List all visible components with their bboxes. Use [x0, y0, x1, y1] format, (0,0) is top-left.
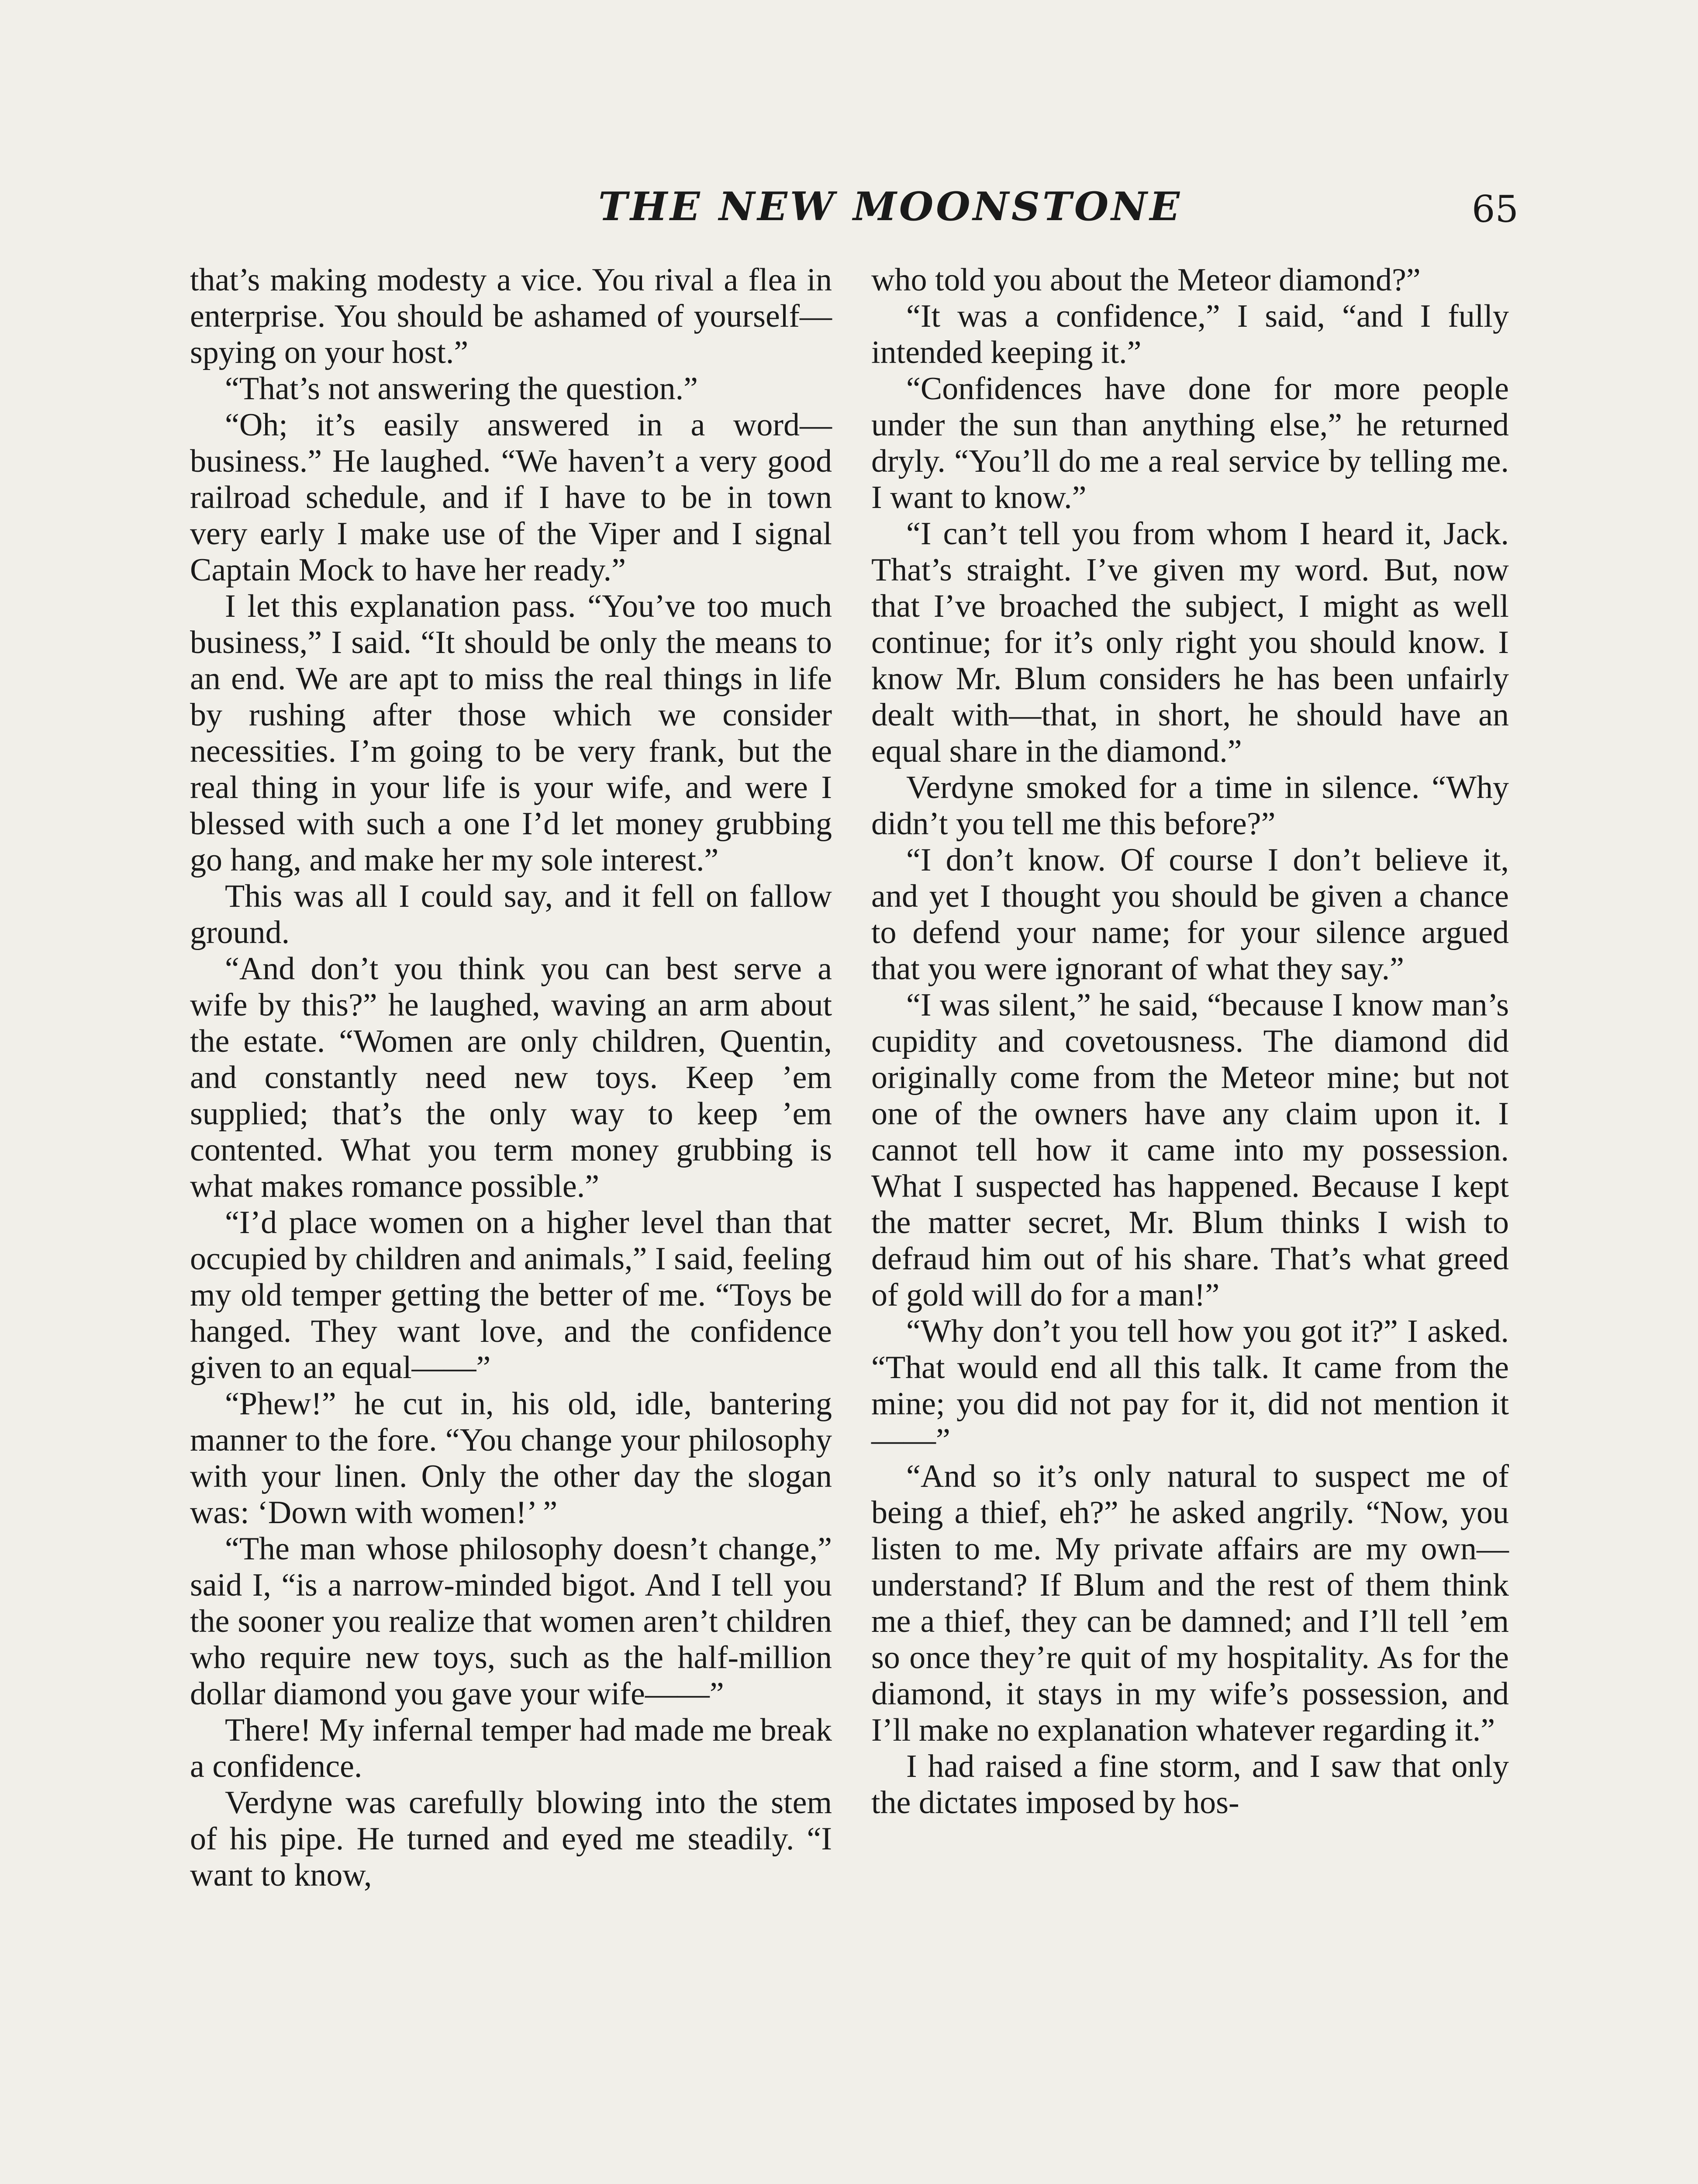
paragraph: “I’d place women on a higher level than that occupied by children and animals,” I said, feeling my old temper getting the better of me. “Toys be hanged. They want love, and the confidence given to an equal——” [190, 1205, 832, 1386]
paragraph: “I can’t tell you from whom I heard it, Jack. That’s straight. I’ve given my word. But, now that I’ve broached the subject, I might as well continue; for it’s only right you should know. I know Mr. Blum considers he has been unfairly dealt with—that, in short, he should have an equal share in the diamond.” [871, 516, 1509, 769]
paragraph: This was all I could say, and it fell on fallow ground. [190, 878, 832, 950]
paragraph: “Oh; it’s easily answered in a word—business.” He laughed. “We haven’t a very good railroad schedule, and if I have to be in town very early I make use of the Viper and I signal Captain Mock to have her ready.” [190, 407, 832, 588]
paragraph: “The man whose philosophy doesn’t change,” said I, “is a narrow-minded bigot. And I tell you the sooner you realize that women aren’t children who require new toys, such as the half-million dollar diamond you gave your wife——” [190, 1531, 832, 1712]
paragraph: “Confidences have done for more people under the sun than anything else,” he returned dryly. “You’ll do me a real service by telling me. I want to know.” [871, 371, 1509, 515]
paragraph: “Why don’t you tell how you got it?” I asked. “That would end all this talk. It came from the mine; you did not pay for it, did not mention it——” [871, 1313, 1509, 1458]
paragraph: “It was a confidence,” I said, “and I fully intended keeping it.” [871, 298, 1509, 370]
paragraph: There! My infernal temper had made me break a confidence. [190, 1712, 832, 1784]
paragraph: “And don’t you think you can best serve a wife by this?” he laughed, waving an arm about the estate. “Women are only children, Quentin, and constantly need new toys. Keep ’em supplied; that’s the only way to keep ’em contented. What you term money grubbing is what makes romance possible.” [190, 951, 832, 1204]
page-number: 65 [1472, 188, 1519, 231]
paragraph: Verdyne smoked for a time in silence. “Why didn’t you tell me this before?” [871, 770, 1509, 842]
right-column [871, 262, 1509, 1821]
left-column [190, 262, 832, 1894]
paragraph: that’s making modesty a vice. You rival a flea in enterprise. You should be ashamed of yourself—spying on your host.” [190, 262, 832, 370]
paragraph: “And so it’s only natural to suspect me of being a thief, eh?” he asked angrily. “Now, you listen to me. My private affairs are my own—understand? If Blum and the rest of them think me a thief, they can be damned; and I’ll tell ’em so once they’re quit of my hospitality. As for the diamond, it stays in my wife’s possession, and I’ll make no explanation whatever regarding it.” [871, 1458, 1509, 1748]
paragraph: Verdyne was carefully blowing into the stem of his pipe. He turned and eyed me steadily. “I want to know, [190, 1785, 832, 1893]
paragraph: “I don’t know. Of course I don’t believe it, and yet I thought you should be given a chance to defend your name; for your silence argued that you were ignorant of what they say.” [871, 842, 1509, 987]
paragraph: I had raised a fine storm, and I saw that only the dictates imposed by hos- [871, 1749, 1509, 1821]
paragraph: “Phew!” he cut in, his old, idle, bantering manner to the fore. “You change your philosophy with your linen. Only the other day the slogan was: ‘Down with women!’ ” [190, 1386, 832, 1531]
paragraph: “That’s not answering the question.” [225, 371, 698, 407]
paragraph: I let this explanation pass. “You’ve too much business,” I said. “It should be only the means to an end. We are apt to miss the real things in life by rushing after those which we consider necessities. I’m going to be very frank, but the real thing in your life is your wife, and were I blessed with such a one I’d let money grubbing go hang, and make her my sole interest.” [190, 588, 832, 878]
paragraph: “I was silent,” he said, “because I know man’s cupidity and covetousness. The diamond did originally come from the Meteor mine; but not one of the owners have any claim upon it. I cannot tell how it came into my possession. What I suspected has happened. Because I kept the matter secret, Mr. Blum thinks I wish to defraud him out of his share. That’s what greed of gold will do for a man!” [871, 987, 1509, 1313]
running-head-title: THE NEW MOONSTONE [598, 183, 1183, 230]
paragraph: who told you about the Meteor diamond?” [871, 262, 1421, 298]
